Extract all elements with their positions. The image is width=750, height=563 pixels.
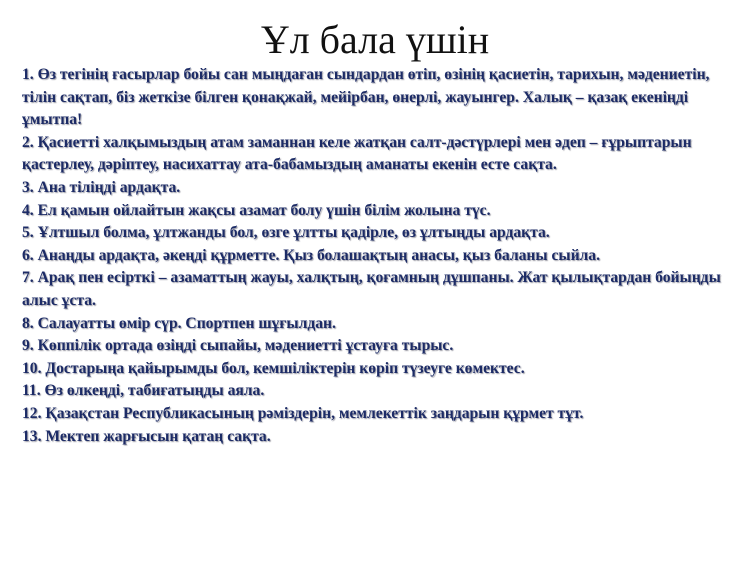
list-item: 6. Анаңды ардақта, әкеңді құрметте. Қыз болашақтың анасы, қыз баланы сыйла.	[22, 246, 600, 264]
list-item: 4. Ел қамын ойлайтын жақсы азамат болу үшін білім жолына түс.	[22, 201, 491, 219]
list-item: 3. Ана тіліңді ардақта.	[22, 178, 181, 196]
list-item: 7. Арақ пен есірткі – азаматтың жауы, халқтың, қоғамның дұшпаны. Жат қылықтардан бойыңды алыс ұста.	[22, 269, 721, 309]
rules-list	[22, 64, 734, 448]
list-item: 12. Қазақстан Республикасының рәміздерін, мемлекеттік заңдарын құрмет тұт.	[22, 404, 584, 422]
list-item: 1. Өз тегінің ғасырлар бойы сан мыңдаған сындардан өтіп, өзінің қасиетін, тарихын, мәдениетін, тілін сақтап, біз жеткізе білген қонақжай, мейірбан, өнерлі, жауынгер. Халық – қазақ екеніңді ұмытпа!	[22, 66, 710, 129]
list-item: 10. Достарыңа қайырымды бол, кемшіліктерін көріп түзеуге көмектес.	[22, 359, 525, 377]
list-item: 5. Ұлтшыл болма, ұлтжанды бол, өзге ұлтты қадірле, өз ұлтыңды ардақта.	[22, 224, 550, 242]
list-item: 11. Өз өлкеңді, табиғатыңды аяла.	[22, 382, 265, 400]
list-item: 8. Салауатты өмір сүр. Спортпен шұғылдан.	[22, 314, 336, 332]
list-item: 13. Мектеп жарғысын қатаң сақта.	[22, 427, 271, 445]
list-item: 2. Қасиетті халқымыздың атам заманнан келе жатқан салт-дәстүрлері мен әдеп – ғұрыптарын қастерлеу, дәріптеу, насихаттау ата-бабамыздың аманаты екенін есте сақта.	[22, 133, 692, 174]
list-item: 9. Көппілік ортада өзіңді сыпайы, мәдениетті ұстауға тырыс.	[22, 337, 454, 355]
slide-title: Ұл бала үшін	[260, 17, 490, 62]
